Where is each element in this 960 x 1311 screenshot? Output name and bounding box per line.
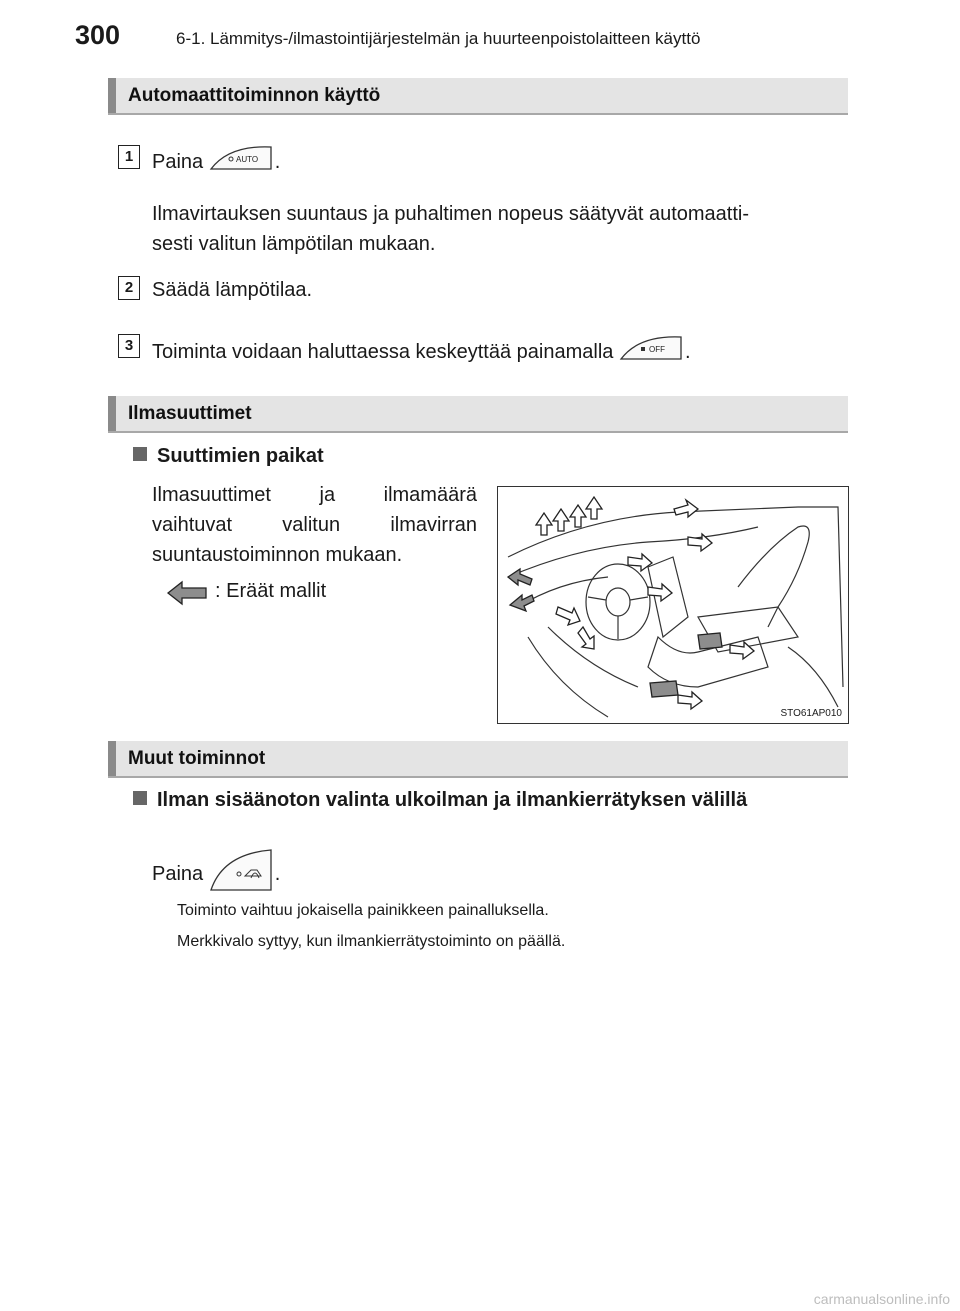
- vent-locations-figure: [497, 486, 849, 724]
- bullet-square-icon: [133, 447, 147, 461]
- vents-subheading: [133, 445, 324, 468]
- step-1-note-line1: Ilmavirtauksen suuntaus ja puhaltimen nopeus säätyvät automaatti-: [152, 203, 750, 225]
- intake-press-period: .: [274, 862, 281, 885]
- vents-para-line3: suuntaustoiminnon mukaan.: [152, 544, 403, 566]
- section-bar: [108, 78, 116, 113]
- footer-url[interactable]: carmanualsonline.info: [813, 1291, 950, 1307]
- section-header-auto: [108, 78, 848, 115]
- off-button-icon: [619, 333, 685, 372]
- auto-button-label: AUTO: [235, 155, 258, 164]
- section-title-other: Muut toiminnot: [128, 748, 266, 769]
- recirculation-button-icon: [209, 846, 275, 903]
- intake-note-1: Toiminto vaihtuu jokaisella painikkeen painalluksella.: [177, 902, 549, 919]
- step-number-2: 2: [118, 276, 140, 300]
- off-button-label: OFF: [648, 345, 665, 354]
- legend-arrow-icon: [166, 580, 208, 611]
- auto-button-icon: [209, 143, 275, 182]
- intake-note-2: Merkkivalo syttyy, kun ilmankierrätystoiminto on päällä.: [177, 933, 566, 950]
- vents-subheading-text: Suuttimien paikat: [157, 445, 324, 467]
- vents-para-line2: vaihtuvat valitun ilmavirran: [152, 514, 477, 536]
- section-title-auto: Automaattitoiminnon käyttö: [128, 85, 381, 106]
- figure-code: STO61AP010: [780, 708, 842, 719]
- step-1-period: .: [274, 150, 281, 173]
- step-number-3: 3: [118, 334, 140, 358]
- step-1-text: [152, 143, 280, 182]
- vents-para-line1: Ilmasuuttimet ja ilmamäärä: [152, 484, 477, 506]
- step-number-1: 1: [118, 145, 140, 169]
- intake-subheading-text: Ilman sisäänoton valinta ulkoilman ja ilmankierrätyksen välillä: [157, 789, 748, 811]
- step-3-label: Toiminta voidaan haluttaessa keskeyttää painamalla: [152, 340, 614, 363]
- intake-subheading: [133, 789, 747, 812]
- step-2-text: Säädä lämpötilaa.: [152, 279, 313, 301]
- step-3-period: .: [684, 340, 691, 363]
- step-3-text: [152, 333, 691, 372]
- intake-press-label: Paina: [152, 862, 204, 885]
- legend-text: : Eräät mallit: [215, 580, 327, 602]
- section-title-vents: Ilmasuuttimet: [128, 403, 252, 424]
- section-bar: [108, 741, 116, 776]
- bullet-square-icon: [133, 791, 147, 805]
- section-header-vents: [108, 396, 848, 433]
- step-1-label: Paina: [152, 150, 204, 173]
- chapter-title: 6-1. Lämmitys-/ilmastointijärjestelmän ja huurteenpoistolaitteen käyttö: [176, 29, 701, 48]
- page-number: 300: [75, 20, 121, 50]
- step-1-note-line2: sesti valitun lämpötilan mukaan.: [152, 233, 436, 255]
- intake-press-text: [152, 846, 280, 903]
- section-header-other: [108, 741, 848, 778]
- section-bar: [108, 396, 116, 431]
